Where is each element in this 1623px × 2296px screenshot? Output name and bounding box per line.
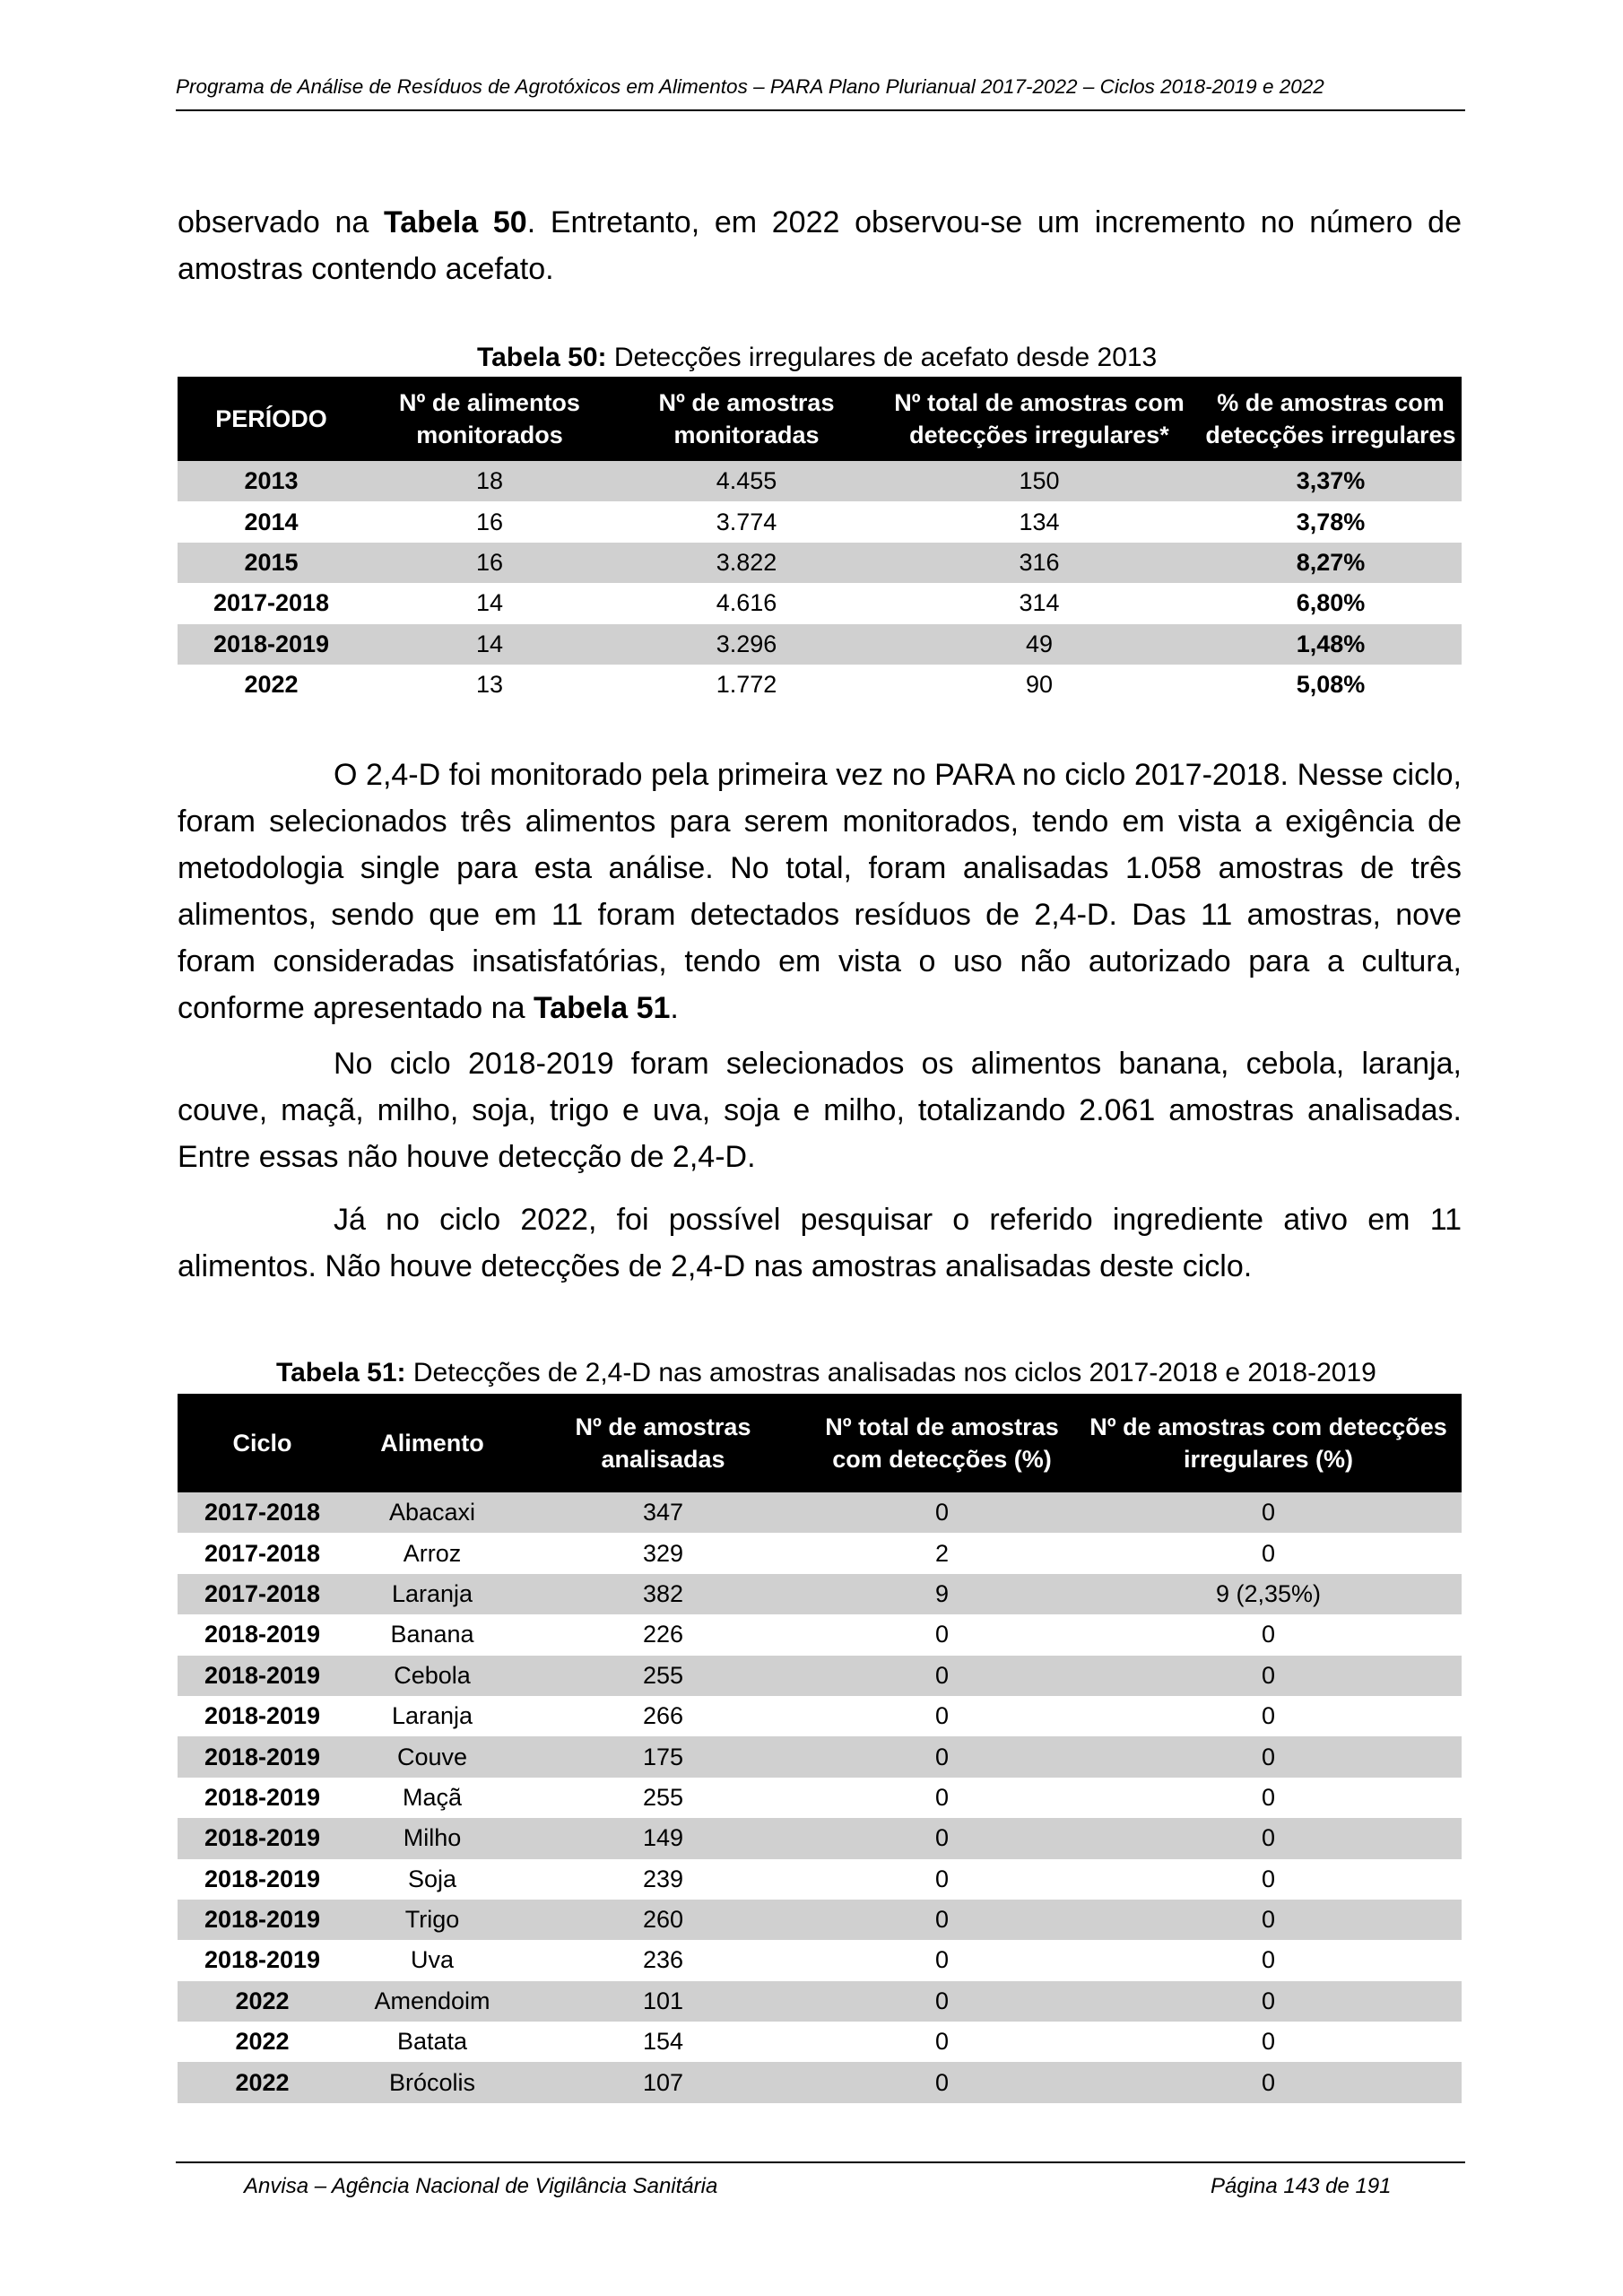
table-cell: 90 — [1025, 671, 1054, 699]
table-cell: Arroz — [403, 1539, 462, 1567]
table-cell: 2017-2018 — [213, 589, 330, 617]
table-cell: 0 — [1075, 2062, 1462, 2102]
table-cell: 16 — [365, 543, 614, 583]
table-cell: 2013 — [178, 461, 365, 501]
table-cell: 0 — [809, 1818, 1075, 1858]
table-cell: 2018-2019 — [178, 1900, 347, 1940]
table-cell: 236 — [642, 1946, 684, 1974]
table-cell: 18 — [365, 461, 614, 501]
table-cell: Milho — [347, 1818, 517, 1858]
table-cell: 9 — [809, 1574, 1075, 1614]
table-row — [178, 1614, 1462, 1655]
intro-table-ref: Tabela 50 — [383, 205, 527, 239]
table-cell: 134 — [1019, 508, 1060, 535]
intro-text-a: observado na — [178, 205, 384, 239]
table-row — [178, 1533, 1462, 1573]
table-cell: 0 — [1075, 1656, 1462, 1696]
table-cell: 3,37% — [1200, 461, 1462, 501]
table51-header: Nº de amostras analisadas — [517, 1394, 809, 1492]
table-cell: Brócolis — [347, 2062, 517, 2102]
table-cell: 0 — [809, 1656, 1075, 1696]
table51-caption — [276, 1358, 1376, 1388]
table50-caption-text: Detecções irregulares de acefato desde 2013 — [606, 343, 1158, 372]
table-row — [178, 1656, 1462, 1696]
table-cell: 2022 — [244, 671, 299, 699]
table-cell: 2014 — [244, 508, 299, 535]
footer-agency: Anvisa – Agência Nacional de Vigilância Sanitária — [244, 2174, 718, 2198]
table-cell: 0 — [1261, 1946, 1276, 1974]
table50-header: Nº total de amostras com detecções irregulares* — [879, 377, 1200, 461]
table-cell: 0 — [1075, 1492, 1462, 1533]
table-cell: 4.616 — [716, 589, 777, 617]
table50-header: % de amostras com detecções irregulares — [1200, 377, 1462, 461]
table-cell: 347 — [517, 1492, 809, 1533]
table-cell: 0 — [1075, 1900, 1462, 1940]
table-cell: 2017-2018 — [204, 1539, 321, 1567]
table-cell: 0 — [934, 2028, 950, 2056]
table-row — [178, 1981, 1462, 2022]
table-cell: 2017-2018 — [178, 1492, 347, 1533]
table-cell: 6,80% — [1296, 589, 1366, 617]
table-cell: 0 — [1261, 1783, 1276, 1811]
table51-header: Ciclo — [178, 1394, 347, 1492]
table-cell: 2018-2019 — [178, 1656, 347, 1696]
table-cell: 14 — [365, 624, 614, 665]
p2-table-ref: Tabela 51 — [533, 991, 671, 1025]
table-cell: 13 — [475, 671, 504, 699]
table-cell: Laranja — [347, 1574, 517, 1614]
table-cell: 0 — [934, 1783, 950, 1811]
table-cell: 0 — [809, 1981, 1075, 2022]
table-row — [178, 2022, 1462, 2062]
table-cell: 0 — [1075, 1981, 1462, 2022]
table-cell: Trigo — [347, 1900, 517, 1940]
table-cell: 2022 — [235, 2028, 290, 2056]
table-row — [178, 665, 1462, 705]
table-cell: Uva — [410, 1946, 454, 1974]
table-row — [178, 1859, 1462, 1900]
table50-caption-label: Tabela 50: — [477, 343, 607, 372]
table-cell: 14 — [475, 589, 504, 617]
table-cell: 0 — [1261, 1865, 1276, 1892]
table-row — [178, 583, 1462, 623]
table-row — [178, 2062, 1462, 2102]
table-cell: 3.296 — [614, 624, 879, 665]
table-cell: 2018-2019 — [178, 1736, 347, 1777]
table-cell: Batata — [396, 2028, 468, 2056]
table-row — [178, 461, 1462, 501]
table-cell: 3,78% — [1296, 508, 1366, 535]
table-cell: Laranja — [391, 1702, 473, 1730]
table-51 — [178, 1394, 1462, 2103]
table-cell: 2018-2019 — [178, 1818, 347, 1858]
page-header: Programa de Análise de Resíduos de Agrotóxicos em Alimentos – PARA Plano Plurianual 2017-2022 – Ciclos 2018-2019 e 2022 — [176, 75, 1324, 98]
table-cell: 0 — [934, 1946, 950, 1974]
table-cell: Maçã — [402, 1783, 463, 1811]
table51-header-row — [178, 1394, 1462, 1492]
table-cell: 2018-2019 — [204, 1946, 321, 1974]
table-cell: 2022 — [178, 1981, 347, 2022]
table-cell: 2018-2019 — [204, 1865, 321, 1892]
table-cell: 0 — [1075, 1818, 1462, 1858]
table-cell: 239 — [642, 1865, 684, 1892]
table-cell: 150 — [879, 461, 1200, 501]
table-cell: 49 — [879, 624, 1200, 665]
table-cell: 255 — [642, 1783, 684, 1811]
table51-caption-label: Tabela 51: — [276, 1358, 406, 1387]
table51-header: Nº total de amostras com detecções (%) — [809, 1394, 1075, 1492]
table-row — [178, 543, 1462, 583]
table-cell: 260 — [517, 1900, 809, 1940]
table51-header: Alimento — [347, 1394, 517, 1492]
table-row — [178, 1778, 1462, 1818]
table51-caption-text: Detecções de 2,4-D nas amostras analisadas nos ciclos 2017-2018 e 2018-2019 — [405, 1358, 1376, 1387]
table-cell: 255 — [517, 1656, 809, 1696]
header-divider — [176, 109, 1465, 111]
table50-header: PERÍODO — [178, 377, 365, 461]
table-row — [178, 501, 1462, 542]
table-cell: 149 — [517, 1818, 809, 1858]
table-cell: 8,27% — [1200, 543, 1462, 583]
table-cell: 382 — [517, 1574, 809, 1614]
table-cell: 0 — [934, 1621, 950, 1648]
table-cell: 2018-2019 — [204, 1702, 321, 1730]
table-cell: 226 — [642, 1621, 684, 1648]
table-row — [178, 1818, 1462, 1858]
table-row — [178, 1492, 1462, 1533]
footer-divider — [176, 2161, 1465, 2163]
table-cell: 2018-2019 — [204, 1621, 321, 1648]
table-cell: 175 — [517, 1736, 809, 1777]
table-row — [178, 1696, 1462, 1736]
intro-paragraph — [178, 199, 1462, 292]
table-cell: 9 (2,35%) — [1075, 1574, 1462, 1614]
table-cell: 0 — [809, 2062, 1075, 2102]
table51-header: Nº de amostras com detecções irregulares (%) — [1075, 1394, 1462, 1492]
table50-caption — [477, 343, 1157, 373]
table-cell: 154 — [642, 2028, 684, 2056]
table50-header: Nº de amostras monitoradas — [614, 377, 879, 461]
footer-page-number: Página 143 de 191 — [1211, 2174, 1392, 2198]
table-cell: Abacaxi — [347, 1492, 517, 1533]
table-cell: 329 — [642, 1539, 684, 1567]
table-cell: 2017-2018 — [178, 1574, 347, 1614]
table-row — [178, 624, 1462, 665]
table-cell: 101 — [517, 1981, 809, 2022]
table50-body — [178, 461, 1462, 705]
table-cell: 1,48% — [1200, 624, 1462, 665]
table-cell: 266 — [642, 1702, 684, 1730]
table-cell: 0 — [1261, 1621, 1276, 1648]
paragraph-24d-intro — [178, 752, 1462, 1031]
table51-body — [178, 1492, 1462, 2103]
table-cell: 0 — [1075, 1736, 1462, 1777]
table-cell: Soja — [407, 1865, 457, 1892]
table-cell: Amendoim — [347, 1981, 517, 2022]
table-cell: Couve — [347, 1736, 517, 1777]
table-cell: 0 — [1261, 1702, 1276, 1730]
table-cell: 0 — [809, 1492, 1075, 1533]
table-cell: 16 — [475, 508, 504, 535]
table-cell: 0 — [1261, 2028, 1276, 2056]
table-cell: 2 — [934, 1539, 950, 1567]
table-row — [178, 1900, 1462, 1940]
table-cell: 0 — [809, 1736, 1075, 1777]
table-cell: 2018-2019 — [204, 1783, 321, 1811]
table-cell: Banana — [390, 1621, 474, 1648]
table-cell: 2022 — [178, 2062, 347, 2102]
table-cell: 2015 — [178, 543, 365, 583]
table-cell: 107 — [517, 2062, 809, 2102]
table-row — [178, 1940, 1462, 1980]
table-cell: 0 — [809, 1900, 1075, 1940]
table50-header-row — [178, 377, 1462, 461]
table-cell: 314 — [1019, 589, 1060, 617]
table-cell: 2018-2019 — [178, 624, 365, 665]
table-cell: 0 — [934, 1702, 950, 1730]
table-cell: 0 — [1261, 1539, 1276, 1567]
table-cell: 316 — [879, 543, 1200, 583]
table-cell: 4.455 — [614, 461, 879, 501]
table-cell: 5,08% — [1296, 671, 1366, 699]
p2-text-a: O 2,4-D foi monitorado pela primeira vez no PARA no ciclo 2017-2018. Nesse ciclo, foram selecionados três alimentos para serem monitorados, tendo em vista a exigência de metodologia single para esta análise. No total, foram analisadas 1.058 amostras de três alimentos, sendo que em 11 foram detectados resíduos de 2,4-D. Das 11 amostras, nove foram consideradas insatisfatórias, tendo em vista o uso não autorizado para a cultura, conforme apresentado na — [178, 758, 1462, 1025]
intro-text-c: . Entretanto, em 2022 observou-se um incremento no número de amostras contendo acefato. — [178, 205, 1462, 286]
table-50 — [178, 377, 1462, 705]
table50-header: Nº de alimentos monitorados — [365, 377, 614, 461]
table-cell: Cebola — [347, 1656, 517, 1696]
table-row — [178, 1574, 1462, 1614]
paragraph-2022: Já no ciclo 2022, foi possível pesquisar o referido ingrediente ativo em 11 alimentos. Não houve detecções de 2,4-D nas amostras analisadas deste ciclo. — [178, 1203, 1462, 1283]
table-cell: 3.774 — [716, 508, 777, 535]
table-cell: 3.822 — [614, 543, 879, 583]
table-cell: 0 — [934, 1865, 950, 1892]
table-cell: 1.772 — [716, 671, 777, 699]
paragraph-2018-2019: No ciclo 2018-2019 foram selecionados os alimentos banana, cebola, laranja, couve, maçã, milho, soja, trigo e uva, soja e milho, totalizando 2.061 amostras analisadas. Entre essas não houve detecção de 2,4-D. — [178, 1047, 1462, 1174]
table-row — [178, 1736, 1462, 1777]
p2-text-c: . — [670, 991, 679, 1025]
